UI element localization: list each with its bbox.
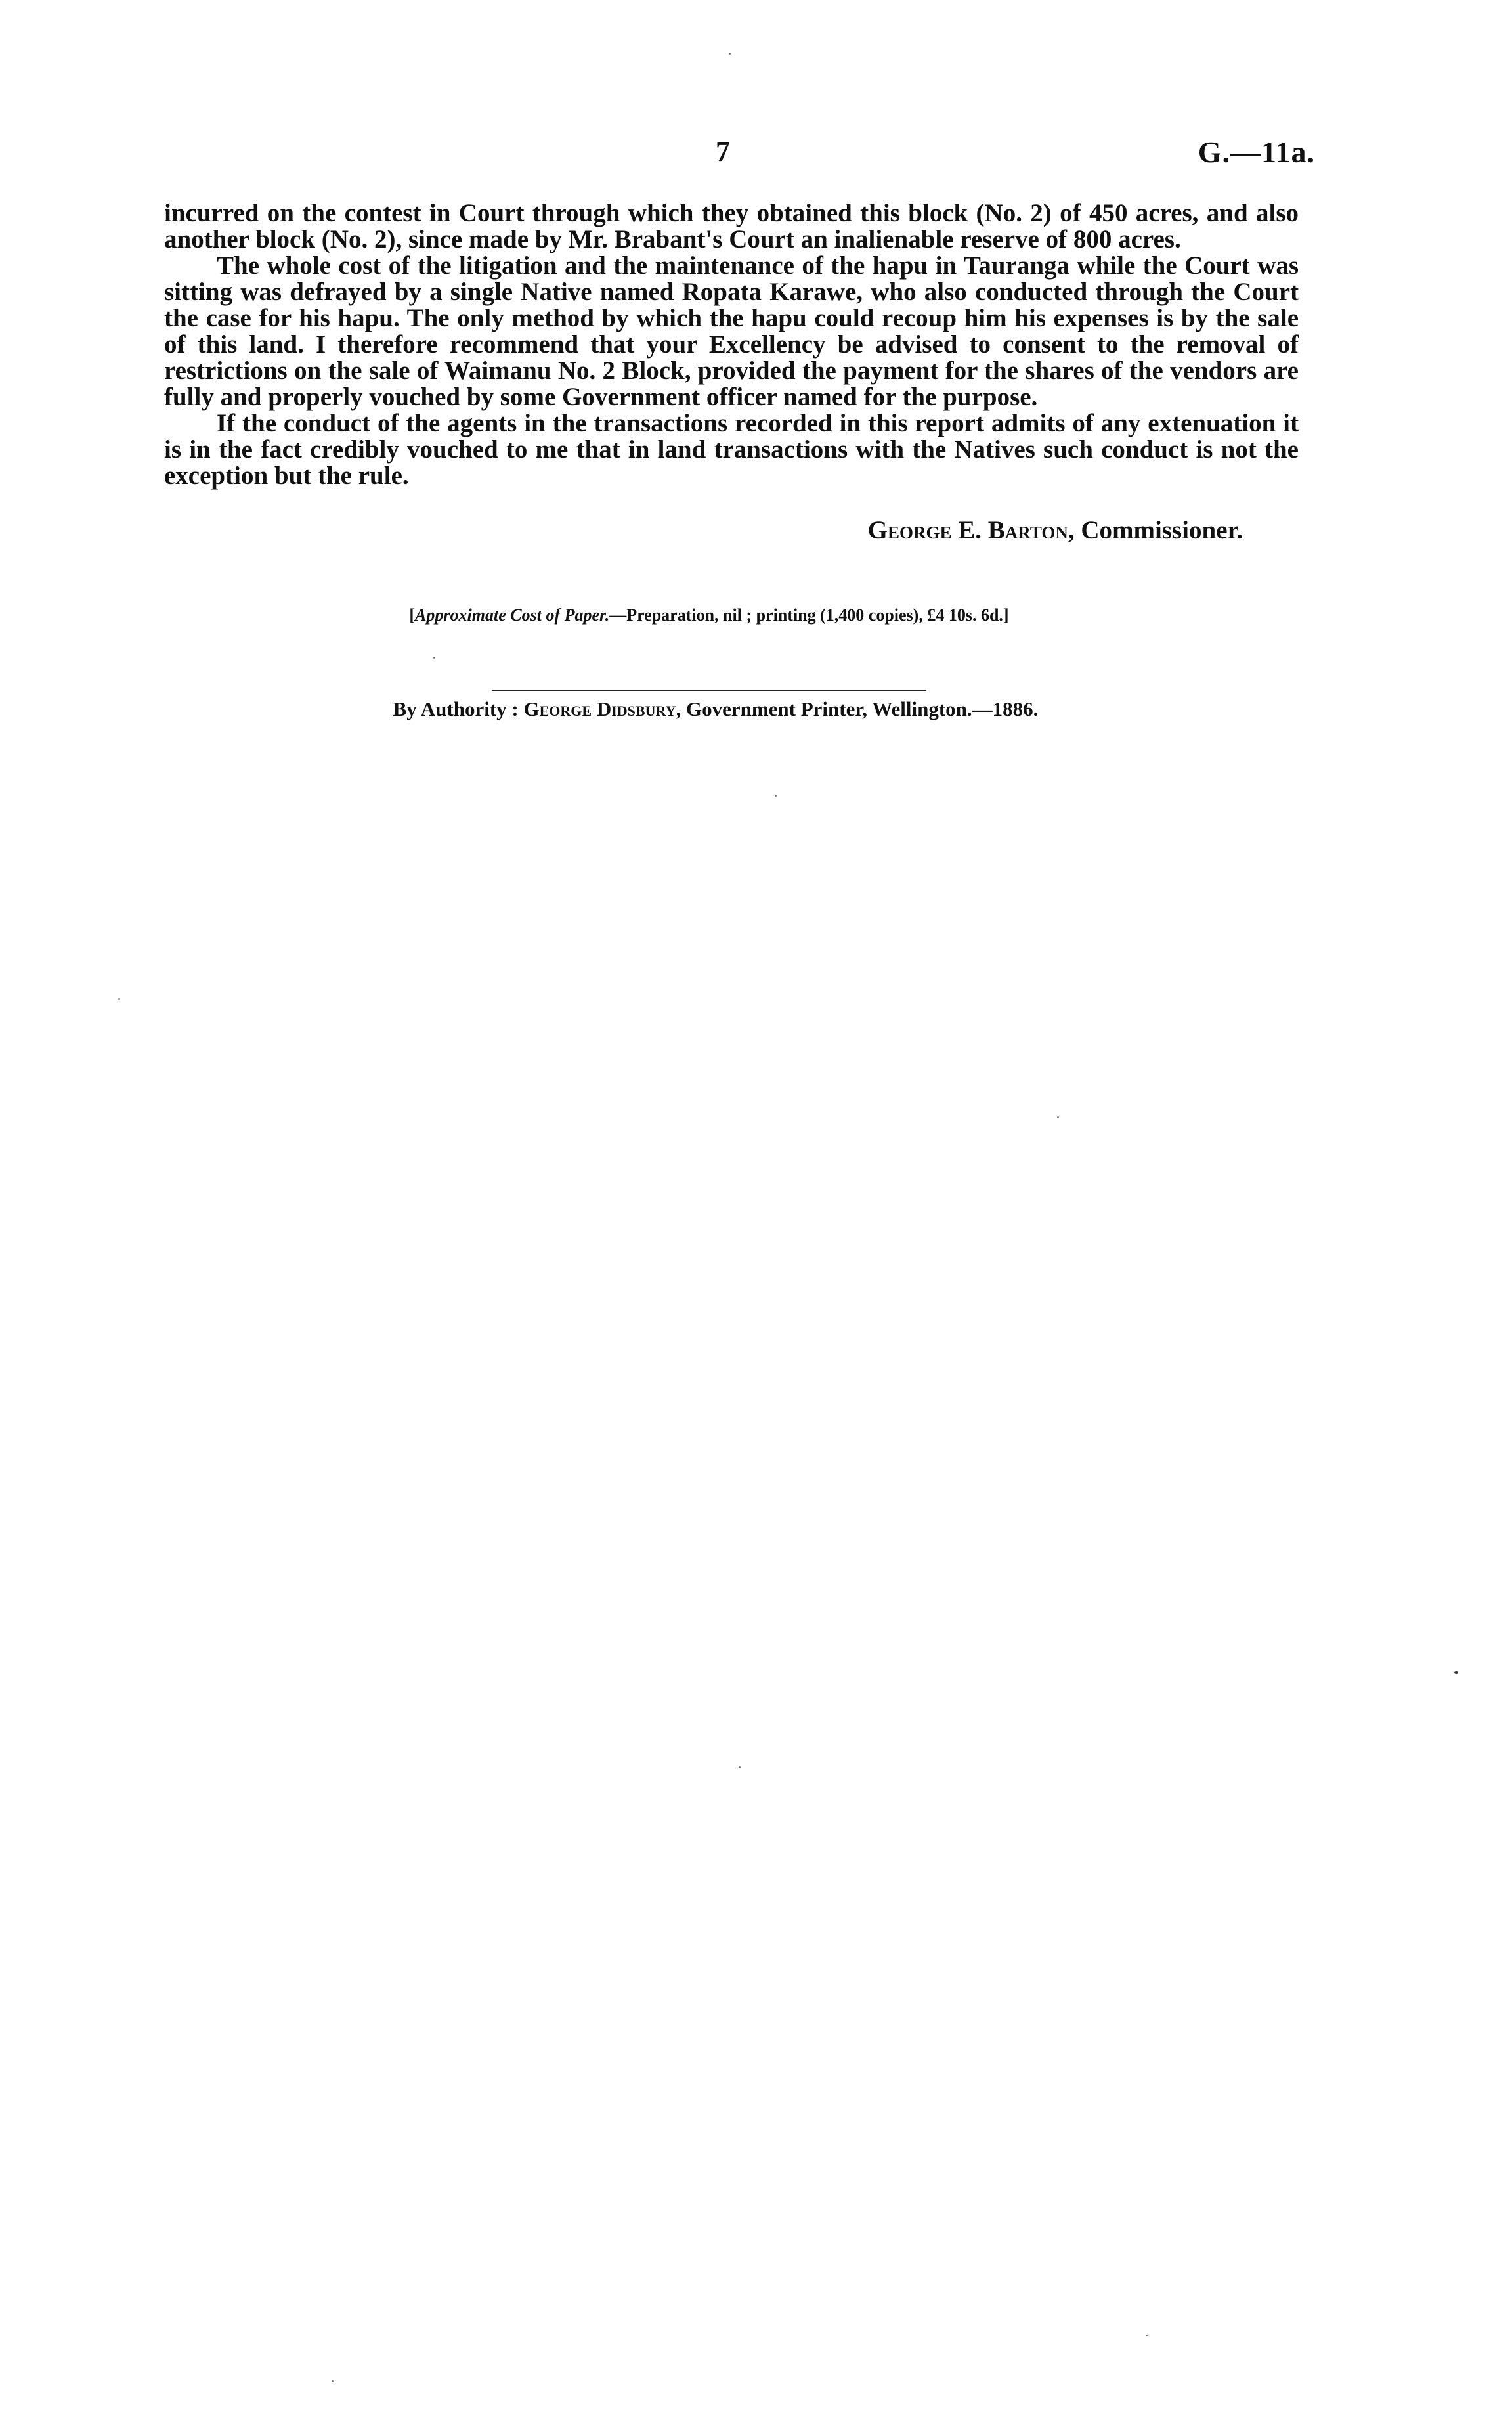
document-reference: G.—11a.	[1198, 135, 1315, 169]
cost-note-text: —Preparation, nil ; printing (1,400 copies), £4 10s. 6d.]	[609, 605, 1009, 625]
scan-speck	[739, 1766, 741, 1768]
cost-note-label: Approximate Cost of Paper.	[415, 605, 610, 625]
signature-name: George E. Barton	[867, 516, 1068, 544]
scan-speck	[118, 998, 120, 1000]
imprint	[0, 697, 1431, 721]
signature	[868, 515, 1243, 545]
page-number: 7	[716, 135, 730, 167]
body-text	[164, 200, 1299, 489]
signature-title: , Commissioner.	[1068, 516, 1243, 544]
paragraph-1: incurred on the contest in Court through which they obtained this block (No. 2) of 450 acres, and also another block (No. 2), since made by Mr. Brabant's Court an inalienable reserve of 800 acres.	[164, 199, 1299, 253]
scan-speck	[1454, 1671, 1458, 1674]
cost-note	[0, 605, 1418, 625]
scan-speck	[1057, 1116, 1059, 1118]
imprint-prefix: By Authority :	[393, 697, 524, 720]
scan-speck	[332, 2380, 334, 2382]
scan-speck	[729, 53, 731, 55]
paragraph-3: If the conduct of the agents in the transactions recorded in this report admits of any extenuation it is in the fact credibly vouched to me that in land transactions with the Natives such conduct is not the exception but the rule.	[164, 409, 1299, 490]
cost-note-open: [	[409, 605, 416, 625]
paragraph-2: The whole cost of the litigation and the maintenance of the hapu in Tauranga while the Court was sitting was defrayed by a single Native named Ropata Karawe, who also conducted through the Court the case for his hapu. The only method by which the hapu could recoup him his expenses is by the sale of this land. I therefore recommend that your Excellency be advised to consent to the removal of restrictions on the sale of Waimanu No. 2 Block, provided the payment for the shares of the vendors are fully and properly vouched by some Government officer named for the purpose.	[164, 252, 1299, 411]
imprint-rule	[492, 690, 926, 691]
scan-speck	[1146, 2335, 1148, 2336]
scan-speck	[433, 657, 435, 659]
imprint-suffix: , Government Printer, Wellington.—1886.	[676, 697, 1039, 720]
imprint-printer: George Didsbury	[523, 697, 676, 720]
scan-speck	[775, 795, 777, 797]
